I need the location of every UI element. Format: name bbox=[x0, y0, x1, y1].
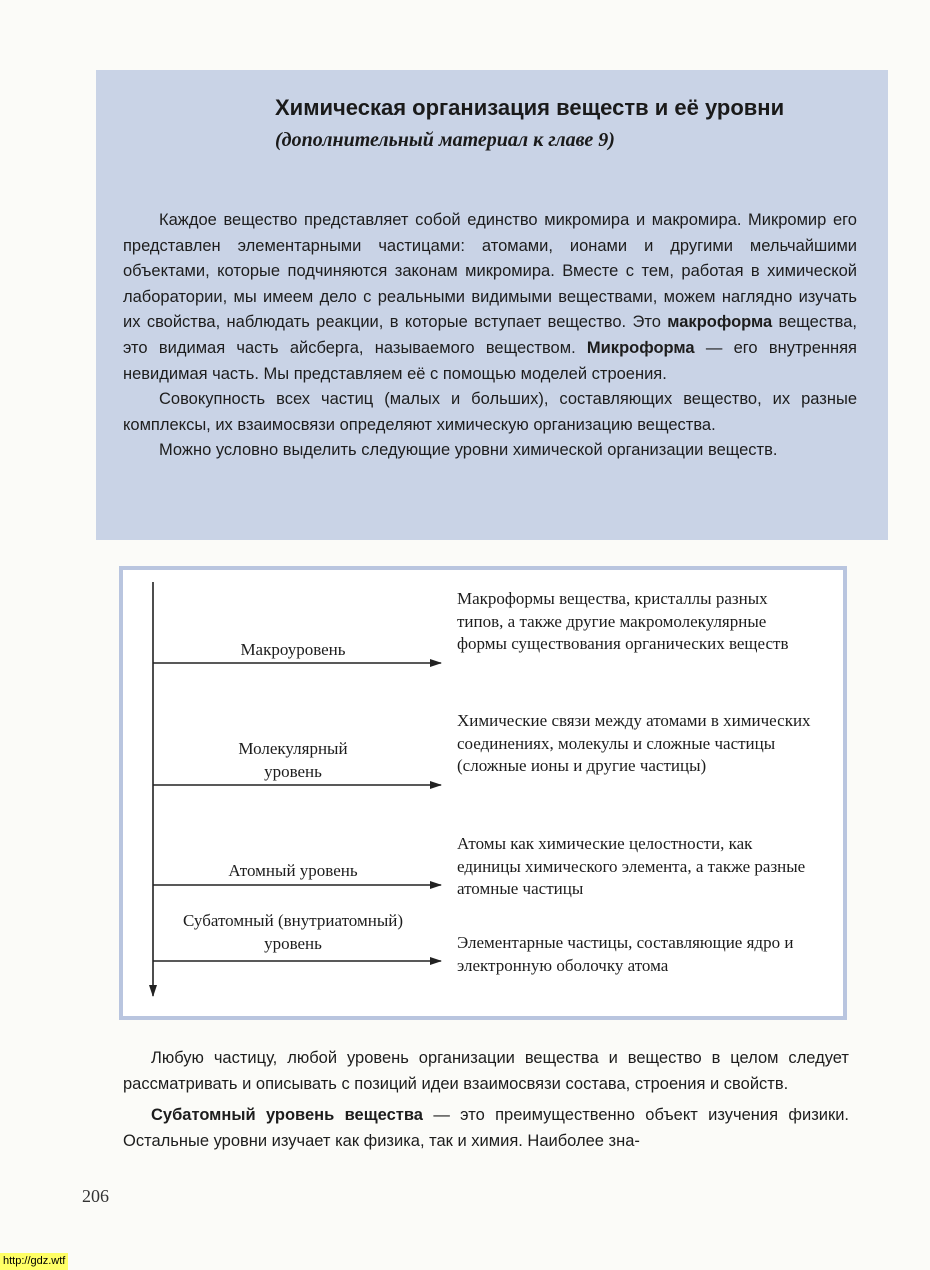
intro-paragraph-2: Совокупность всех частиц (малых и больших), составляющих вещество, их разные комплексы, их взаимосвязи определяют химическую организацию вещества. bbox=[123, 390, 857, 434]
intro-text bbox=[123, 208, 857, 464]
term-macroform: макроформа bbox=[667, 313, 773, 332]
intro-p1-part-b: вещества, это видимая часть айсберга, называемого веществом. bbox=[123, 313, 858, 357]
level-desc-subatomic: Элементарные частицы, составляющие ядро и электронную оболочку атома bbox=[457, 933, 794, 975]
level-label-subatomic: Субатомный (внутриатомный) уровень bbox=[183, 911, 403, 953]
level-label-atomic: Атомный уровень bbox=[228, 861, 358, 880]
outro-paragraph-1: Любую частицу, любой уровень организации вещества и вещество в целом следует рассматривать и описывать с позиций идеи взаимосвязи состава, строения и свойств. bbox=[123, 1049, 849, 1093]
intro-p1-part-c: — его внутренняя невидимая часть. Мы представляем её с помощью моделей строения. bbox=[123, 338, 857, 383]
outro-text bbox=[123, 1046, 849, 1154]
term-subatomic-level: Субатомный уровень вещества bbox=[151, 1106, 423, 1125]
level-desc-molecular: Химические связи между атомами в химических соединениях, молекулы и сложные частицы (сложные ионы и другие частицы) bbox=[457, 711, 811, 775]
section-subtitle: (дополнительный материал к главе 9) bbox=[275, 129, 615, 151]
watermark-link[interactable]: http://gdz.wtf bbox=[0, 1253, 68, 1270]
outro-paragraph-2 bbox=[123, 1103, 849, 1154]
intro-p1-part-a: Каждое вещество представляет собой единство микромира и макромира. Микромир его представлен элементарными частицами: атомами, ионами и другими мельчайшими объектами, которые подчиняются законам микромира. Вместе с тем, работая в химической лаборатории, мы имеем дело с реальными видимыми веществами, можем наглядно изучать их свойства, наблюдать реакции, в которые вступает вещество. Это bbox=[123, 211, 857, 332]
outro-p2-rest: — это преимущественно объект изучения физики. Остальные уровни изучает как физика, так и химия. Наиболее зна- bbox=[123, 1106, 849, 1150]
level-label-molecular: Молекулярный уровень bbox=[238, 739, 348, 781]
section-header bbox=[275, 93, 795, 154]
term-microform: Микроформа bbox=[586, 338, 695, 357]
level-desc-atomic: Атомы как химические целостности, как единицы химического элемента, а также разные атомные частицы bbox=[457, 834, 806, 898]
intro-paragraph-3: Можно условно выделить следующие уровни химической организации веществ. bbox=[159, 441, 778, 460]
level-desc-macro: Макроформы вещества, кристаллы разных типов, а также другие макромолекулярные формы существования органических веществ bbox=[457, 589, 789, 653]
section-title: Химическая организация веществ и её уровни bbox=[275, 95, 785, 120]
level-label-macro: Макроуровень bbox=[240, 640, 346, 659]
levels-diagram-frame bbox=[119, 566, 847, 1020]
page-number: 206 bbox=[82, 1186, 109, 1206]
intro-paragraph-1 bbox=[123, 208, 857, 387]
